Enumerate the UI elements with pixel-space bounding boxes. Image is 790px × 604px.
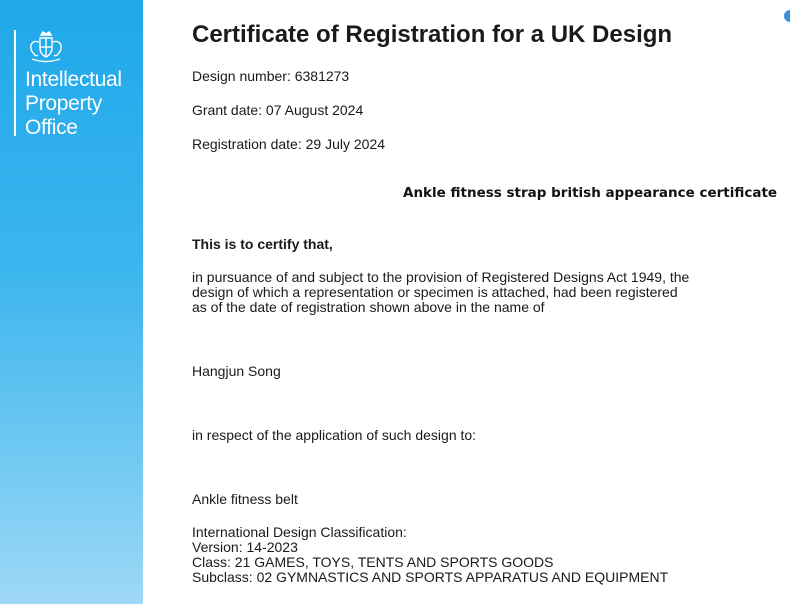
registration-date: Registration date: 29 July 2024 [192,136,386,152]
pursuance-line-1: in pursuance of and subject to the provision of Registered Designs Act 1949, the [192,269,690,285]
grant-date: Grant date: 07 August 2024 [192,102,364,118]
classification-subclass: Subclass: 02 GYMNASTICS AND SPORTS APPARATUS AND EQUIPMENT [192,569,669,585]
org-name-line1: Intellectual [25,68,122,91]
pursuance-line-2: design of which a representation or specimen is attached, had been registered [192,284,678,300]
org-name-line3: Office [25,116,78,139]
corner-indicator [784,10,790,22]
classification-class: Class: 21 GAMES, TOYS, TENTS AND SPORTS GOODS [192,554,554,570]
certify-heading: This is to certify that, [192,236,333,252]
logo-divider [14,30,16,136]
pursuance-line-3: as of the date of registration shown above in the name of [192,299,545,315]
design-number: Design number: 6381273 [192,68,350,84]
respect-line: in respect of the application of such design to: [192,427,477,443]
classification-heading: International Design Classification: [192,524,407,540]
pursuance-paragraph [192,270,689,315]
certificate-title: Certificate of Registration for a UK Design [192,21,673,48]
product-name: Ankle fitness belt [192,491,298,507]
royal-coat-of-arms-icon [26,30,66,64]
classification-version: Version: 14-2023 [192,539,298,555]
organisation-name [25,68,122,140]
classification-block [192,525,668,585]
ipo-sidebar [0,0,143,604]
overlay-caption: Ankle fitness strap british appearance certificate [403,185,778,201]
owner-name: Hangjun Song [192,363,281,379]
org-name-line2: Property [25,92,102,115]
